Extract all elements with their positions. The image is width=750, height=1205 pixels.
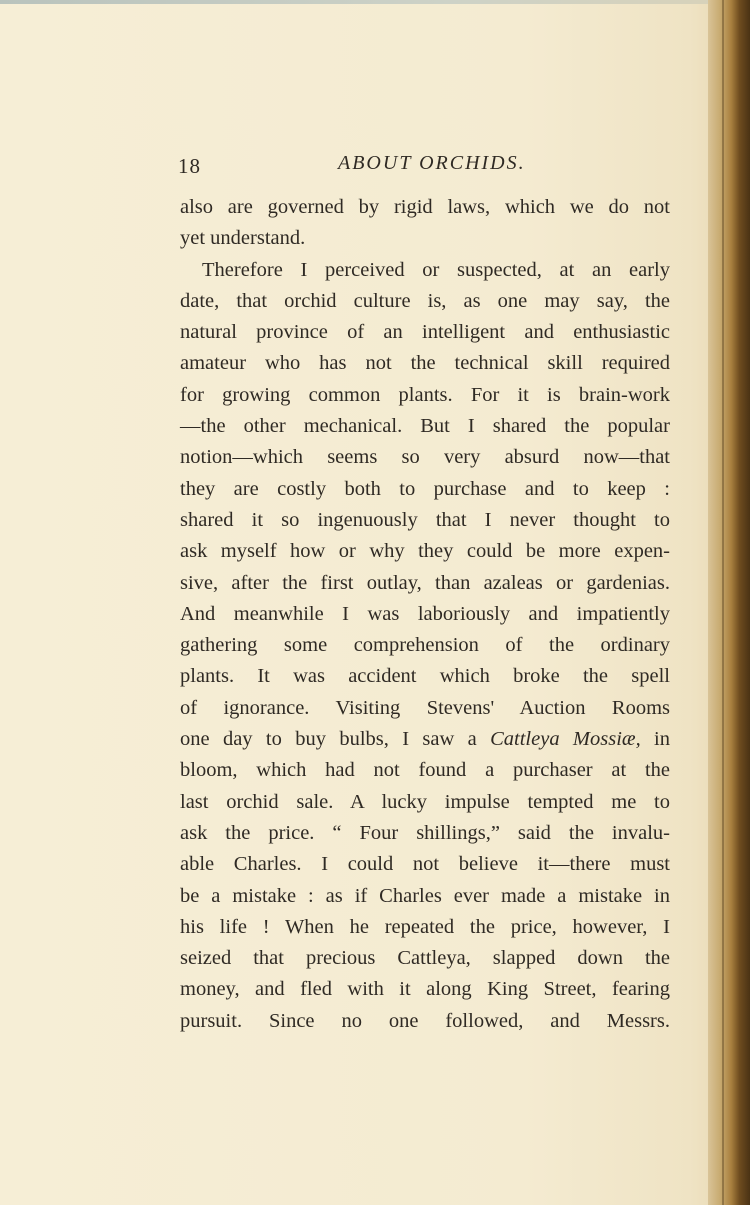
text-line: Therefore I perceived or suspected, at an early xyxy=(202,258,670,281)
text-line-with-italic xyxy=(180,724,670,755)
text-line: his life ! When he repeated the price, however, I xyxy=(180,915,670,938)
text-line: pursuit. Since no one followed, and Messrs. xyxy=(180,1009,670,1032)
page-edge-shadow xyxy=(708,0,750,1205)
text-line: yet understand. xyxy=(180,227,306,250)
species-name: Cattleya Mossiæ, xyxy=(490,728,641,751)
page-number: 18 xyxy=(178,154,201,178)
text-line: for growing common plants. For it is brain-work xyxy=(180,383,670,406)
text-line: also are governed by rigid laws, which we do not xyxy=(180,196,670,218)
text-line: And meanwhile I was laboriously and impatiently xyxy=(180,602,670,625)
text-line: ask myself how or why they could be more expen- xyxy=(180,540,670,563)
text-line: seized that precious Cattleya, slapped down the xyxy=(180,947,670,970)
text-line: money, and fled with it along King Street, fearing xyxy=(180,978,670,1001)
text-line: sive, after the first outlay, than azaleas or gardenias. xyxy=(180,571,670,594)
text-line: gathering some comprehension of the ordinary xyxy=(180,634,670,657)
text-line: shared it so ingenuously that I never thought to xyxy=(180,508,670,531)
text-line: able Charles. I could not believe it—there must xyxy=(180,853,670,876)
text-line: notion—which seems so very absurd now—that xyxy=(180,446,670,469)
text-line: be a mistake : as if Charles ever made a mistake in xyxy=(180,884,670,907)
text-line: date, that orchid culture is, as one may say, the xyxy=(180,289,670,312)
text-line: bloom, which had not found a purchaser at the xyxy=(180,759,670,782)
body-text xyxy=(180,192,670,1037)
text-line: of ignorance. Visiting Stevens' Auction Rooms xyxy=(180,696,670,719)
top-edge xyxy=(0,0,750,4)
text-segment: in xyxy=(640,728,671,751)
text-line: amateur who has not the technical skill required xyxy=(180,352,670,375)
running-title: ABOUT ORCHIDS. xyxy=(338,152,526,174)
text-segment: one day to buy bulbs, I saw a xyxy=(180,728,491,751)
page-header xyxy=(178,152,678,178)
text-line: natural province of an intelligent and enthusiastic xyxy=(180,321,670,344)
text-line: they are costly both to purchase and to keep : xyxy=(180,477,670,500)
text-line: plants. It was accident which broke the spell xyxy=(180,665,670,688)
text-line: last orchid sale. A lucky impulse tempted me to xyxy=(180,790,670,813)
text-line: —the other mechanical. But I shared the popular xyxy=(180,415,670,438)
text-line: ask the price. “ Four shillings,” said the invalu- xyxy=(180,821,670,844)
